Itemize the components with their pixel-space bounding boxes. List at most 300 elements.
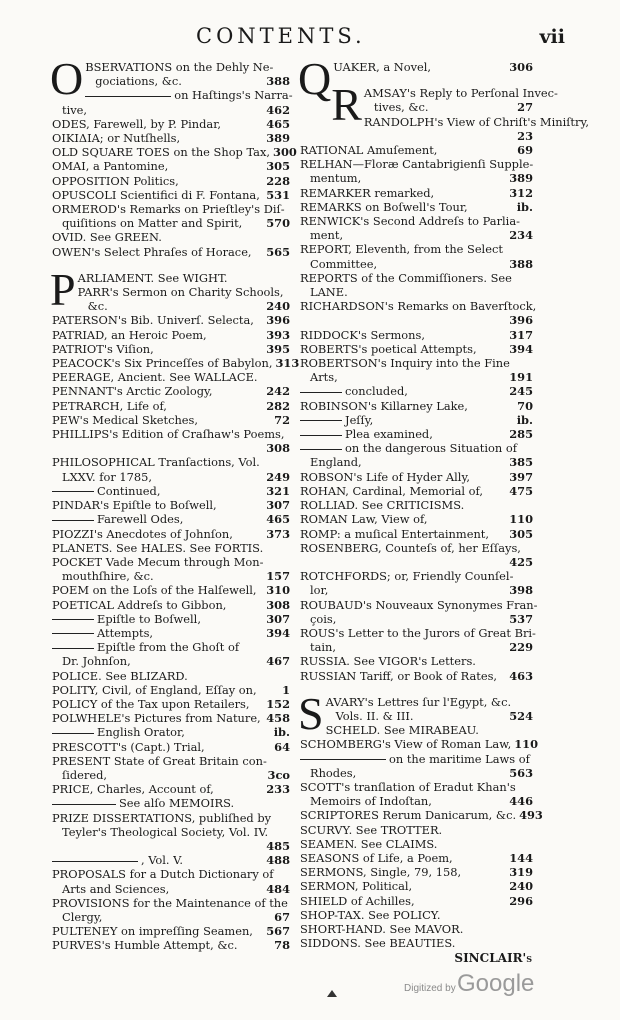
index-entry xyxy=(52,427,290,441)
entry-text: PINDAR's Epiſtle to Boſwell, xyxy=(52,498,217,513)
index-entry xyxy=(52,230,290,244)
entry-text: Epiſtle from the Ghoſt of xyxy=(52,640,269,654)
entry-text: RENWICK's Second Addreſs to Parlia- xyxy=(300,214,520,229)
index-entry xyxy=(300,498,533,512)
entry-text: SCHOMBERG's View of Roman Law, xyxy=(300,737,512,752)
drop-capital: R xyxy=(331,79,362,131)
index-entry xyxy=(52,612,290,626)
index-entry xyxy=(52,882,290,896)
entry-page-number: 305 xyxy=(266,159,290,174)
entry-text: ment, xyxy=(310,228,344,243)
entry-text: PURVES's Humble Attempt, &c. xyxy=(52,938,238,953)
index-entry xyxy=(326,695,533,709)
entry-page-number: ib. xyxy=(516,199,533,214)
entry-page-number: 394 xyxy=(266,625,290,640)
catchword: SINCLAIR's xyxy=(454,951,532,965)
entry-text: ROSENBERG, Counteſs of, her Eſſays, xyxy=(300,540,521,555)
entry-page-number: 446 xyxy=(509,794,533,809)
entry-text: concluded, xyxy=(300,384,506,398)
index-entry xyxy=(300,669,533,683)
entry-text: RATIONAL Amuſement, xyxy=(300,143,438,158)
entry-page-number: 396 xyxy=(509,313,533,328)
index-entry xyxy=(52,313,290,327)
entry-page-number: 242 xyxy=(266,384,290,399)
index-entry xyxy=(326,709,533,723)
index-entry xyxy=(363,86,558,101)
entry-page-number: 307 xyxy=(266,498,290,513)
index-entry xyxy=(300,171,533,185)
right-column xyxy=(298,53,589,962)
entry-text: POEM on the Loſs of the Halſewell, xyxy=(52,583,257,598)
entry-text: PHILLIPS's Edition of Craſhaw's Poems, xyxy=(52,427,285,442)
entry-page-number: 524 xyxy=(509,708,533,723)
entry-text: PRICE, Charles, Account of, xyxy=(52,782,214,797)
entry-page-number: 465 xyxy=(266,116,290,131)
entry-page-number: 306 xyxy=(509,60,533,74)
entry-page-number: 465 xyxy=(266,512,290,527)
entry-text: POETICAL Addreſs to Gibbon, xyxy=(52,597,227,612)
entry-text: gociations, &c. xyxy=(95,74,182,89)
entry-text: POLICE. See BLIZARD. xyxy=(52,668,188,683)
index-entry xyxy=(52,117,290,131)
entry-page-number: 385 xyxy=(509,455,533,470)
entry-page-number: 493 xyxy=(519,808,543,823)
index-entry xyxy=(52,867,290,881)
index-entry xyxy=(300,285,533,299)
entry-page-number: 373 xyxy=(266,526,290,541)
entry-text: SHOP-TAX. See POLICY. xyxy=(300,907,441,922)
index-entry xyxy=(300,865,533,879)
entry-text: OLD SQUARE TOES on the Shop Tax, xyxy=(52,145,271,160)
entry-text: Farewell Odes, xyxy=(52,512,263,526)
index-entry xyxy=(300,200,533,214)
entry-text: on the maritime Laws of xyxy=(300,752,530,766)
entry-text: Epiſtle to Boſwell, xyxy=(52,612,263,626)
index-entry xyxy=(300,597,538,612)
index-entry xyxy=(52,626,290,640)
index-entry xyxy=(52,541,290,555)
entry-page-number: ib. xyxy=(516,412,533,427)
entry-page-number: 240 xyxy=(509,879,533,894)
entry-page-number: 152 xyxy=(266,696,290,711)
entry-text: ROUS's Letter to the Jurors of Great Bri- xyxy=(300,625,536,640)
entry-text: ROBERTSON's Inquiry into the Fine xyxy=(300,356,510,371)
entry-page-number: 308 xyxy=(266,597,290,612)
index-entry xyxy=(52,938,290,952)
entry-text: POLWHELE's Pictures from Nature, xyxy=(52,711,261,726)
entry-text: BSERVATIONS on the Dehly Ne- xyxy=(85,60,274,74)
entry-text: Committee, xyxy=(310,256,378,271)
index-entry xyxy=(300,143,533,157)
index-entry xyxy=(300,654,533,668)
entry-text: SCOTT's tranſlation of Eradut Khan's xyxy=(300,779,516,794)
entry-text: REMARKS on Boſwell's Tour, xyxy=(300,199,468,214)
entry-text: SERMON, Political, xyxy=(300,879,413,894)
index-entry xyxy=(300,527,533,541)
entry-text: PETRARCH, Life of, xyxy=(52,398,167,413)
entry-page-number: 484 xyxy=(266,881,290,896)
entry-page-number: 110 xyxy=(514,737,539,752)
index-entry xyxy=(300,737,539,752)
entry-page-number: 300 xyxy=(273,145,297,160)
entry-text: England, xyxy=(310,455,362,470)
page-number: vii xyxy=(539,26,565,48)
entry-text: AVARY's Lettres ſur l'Egypt, &c. xyxy=(325,694,512,709)
entry-text: English Orator, xyxy=(52,725,269,739)
entry-page-number: 27 xyxy=(517,100,533,115)
entry-text: ΟΙΚΙΔΙΑ; or Nutſhells, xyxy=(52,131,181,146)
index-entry xyxy=(52,512,290,526)
index-entry xyxy=(300,299,537,314)
index-entry xyxy=(52,782,290,796)
entry-text: PEACOCK's Six Princeſſes of Babylon, xyxy=(52,356,273,371)
entry-text: on the dangerous Situation of xyxy=(300,441,517,455)
index-entry xyxy=(300,356,533,370)
entry-text: REMARKER remarked, xyxy=(300,185,435,200)
entry-page-number: 3co xyxy=(267,767,290,782)
entry-page-number: 398 xyxy=(509,583,533,598)
entry-text: SEAMEN. See CLAIMS. xyxy=(300,836,438,851)
index-entry xyxy=(300,894,533,908)
index-entry xyxy=(78,271,290,285)
index-entry xyxy=(300,328,533,342)
entry-page-number: 488 xyxy=(266,853,290,868)
entry-text: SCHELD. See MIRABEAU. xyxy=(325,723,479,738)
entry-page-number: 285 xyxy=(509,427,533,442)
index-entry xyxy=(300,936,533,950)
entry-text: LXXV. for 1785, xyxy=(62,469,153,484)
entry-text: Plea examined, xyxy=(300,427,506,441)
index-entry xyxy=(52,342,290,356)
drop-capital: O xyxy=(50,53,84,104)
index-entry xyxy=(300,271,533,285)
entry-page-number: 313 xyxy=(275,356,300,371)
google-logo: Google xyxy=(457,970,535,997)
entry-text: tive, xyxy=(62,102,88,117)
entry-text: PRESENT State of Great Britain con- xyxy=(52,753,267,768)
index-entry xyxy=(300,823,533,837)
index-entry xyxy=(300,625,536,640)
entry-page-number: 393 xyxy=(266,327,290,342)
index-entry xyxy=(300,512,533,526)
drop-capital: S xyxy=(298,687,324,739)
entry-text: Rhodes, xyxy=(310,765,357,780)
index-entry xyxy=(300,399,533,413)
index-entry xyxy=(300,569,533,583)
entry-text: PIOZZI's Anecdotes of Johnſon, xyxy=(52,526,233,541)
entry-text: RELHAN—Floræ Cantabrigienſi Supple- xyxy=(300,157,534,172)
index-entry xyxy=(52,356,300,371)
index-entry xyxy=(52,145,297,160)
entry-text: SIDDONS. See BEAUTIES. xyxy=(300,936,456,951)
index-entry xyxy=(78,299,290,313)
index-entry xyxy=(52,853,290,867)
entry-page-number: 394 xyxy=(509,341,533,356)
entry-page-number: 475 xyxy=(509,483,533,498)
entry-page-number: 317 xyxy=(509,327,533,342)
entry-text: tain, xyxy=(310,640,336,655)
entry-text: ROMP: a muſical Entertainment, xyxy=(300,526,489,541)
entry-page-number: 389 xyxy=(266,131,290,146)
entry-text: PEERAGE, Ancient. See WALLACE. xyxy=(52,370,258,385)
entry-text: REPORTS of the Commiſſioners. See xyxy=(300,270,512,285)
entry-text: , Vol. V. xyxy=(52,853,263,867)
index-entry xyxy=(52,202,290,216)
entry-text: RUSSIAN Tariff, or Book of Rates, xyxy=(300,668,498,683)
entry-text: SHORT-HAND. See MAVOR. xyxy=(300,921,464,936)
index-entry xyxy=(52,470,290,484)
index-entry xyxy=(300,257,533,271)
index-entry xyxy=(52,131,290,145)
entry-text: ROBERTS's poetical Attempts, xyxy=(300,341,477,356)
digitized-by-text: Digitized by xyxy=(404,983,456,994)
entry-text: PARR's Sermon on Charity Schools, xyxy=(77,285,284,300)
entry-text: SHIELD of Achilles, xyxy=(300,893,415,908)
entry-text: PROPOSALS for a Dutch Dictionary of xyxy=(52,867,274,882)
index-entry xyxy=(300,228,533,242)
entry-text: LANE. xyxy=(310,285,348,300)
index-entry xyxy=(52,669,290,683)
entry-text: REPORT, Eleventh, from the Select xyxy=(300,242,503,257)
entry-page-number: 234 xyxy=(509,228,533,243)
page-title: CONTENTS. xyxy=(196,24,366,48)
entry-page-number: 467 xyxy=(266,654,290,669)
entry-text: Continued, xyxy=(52,484,263,498)
entry-text: Memoirs of Indoſtan, xyxy=(310,794,432,809)
index-entry xyxy=(300,157,533,171)
index-entry xyxy=(52,484,290,498)
index-entry xyxy=(300,851,533,865)
index-entry xyxy=(52,159,290,173)
index-entry xyxy=(52,796,290,810)
index-entry xyxy=(300,313,533,327)
index-entry xyxy=(300,384,533,398)
index-entry xyxy=(300,640,533,654)
entry-page-number: 78 xyxy=(274,938,290,953)
index-entry xyxy=(52,569,290,583)
index-entry xyxy=(52,498,290,512)
entry-text: SCRIPTORES Rerum Danicarum, &c. xyxy=(300,808,517,823)
index-entry xyxy=(300,413,533,427)
entry-page-number: 312 xyxy=(509,185,533,200)
index-entry xyxy=(300,427,533,441)
index-entry xyxy=(52,188,290,202)
index-entry xyxy=(52,527,290,541)
entry-page-number: 72 xyxy=(274,412,290,427)
index-entry xyxy=(300,879,533,893)
index-entry xyxy=(52,640,290,654)
entry-text: PATRIOT's Viſion, xyxy=(52,341,154,356)
entry-page-number: 249 xyxy=(266,469,290,484)
index-entry xyxy=(52,740,290,754)
index-entry xyxy=(85,88,293,103)
entry-text: POCKET Vade Mecum through Mon- xyxy=(52,554,264,569)
entry-page-number: 389 xyxy=(509,171,533,186)
entry-text: PHILOSOPHICAL Tranſactions, Vol. xyxy=(52,455,260,470)
index-section xyxy=(50,53,297,259)
index-entry xyxy=(52,598,290,612)
index-entry xyxy=(52,654,290,668)
index-entry xyxy=(52,711,290,725)
entry-text: Jeſſy, xyxy=(300,413,512,427)
index-entry xyxy=(52,216,290,230)
index-entry xyxy=(300,470,533,484)
index-entry xyxy=(52,910,290,924)
index-section xyxy=(50,263,300,953)
entry-text: OPUSCOLI Scientifici di F. Fontana, xyxy=(52,187,260,202)
index-entry xyxy=(52,725,290,739)
entry-text: SERMONS, Single, 79, 158, xyxy=(300,865,462,880)
index-entry xyxy=(78,285,290,299)
entry-page-number: 64 xyxy=(274,739,290,754)
entry-page-number: 395 xyxy=(266,341,290,356)
entry-text: Teyler's Theological Society, Vol. IV. xyxy=(62,824,269,839)
index-entry xyxy=(52,839,290,853)
entry-text: quiſitions on Matter and Spirit, xyxy=(62,216,243,231)
index-entry xyxy=(52,328,290,342)
entry-page-number: 296 xyxy=(509,893,533,908)
entry-text: AMSAY's Reply to Perſonal Invec- xyxy=(363,86,558,101)
entry-text: ROHAN, Cardinal, Memorial of, xyxy=(300,483,483,498)
entry-page-number: 191 xyxy=(509,370,533,385)
entry-text: RIDDOCK's Sermons, xyxy=(300,327,425,342)
index-entry xyxy=(52,384,290,398)
page-header xyxy=(0,24,620,54)
index-entry xyxy=(333,60,533,74)
entry-page-number: 308 xyxy=(266,441,290,456)
index-entry xyxy=(326,723,533,737)
entry-text: SCURVY. See TROTTER. xyxy=(300,822,443,837)
index-entry xyxy=(300,370,533,384)
index-entry xyxy=(300,794,533,808)
entry-page-number: 70 xyxy=(517,398,533,413)
entry-text: OWEN's Select Phraſes of Horace, xyxy=(52,244,252,259)
index-section xyxy=(300,79,589,683)
entry-page-number: 531 xyxy=(266,187,290,202)
index-entry xyxy=(300,541,533,555)
entry-text: PULTENEY on impreſſing Seamen, xyxy=(52,924,253,939)
entry-text: tives, &c. xyxy=(373,100,429,115)
entry-text: POLITY, Civil, of England, Eſſay on, xyxy=(52,682,257,697)
index-entry xyxy=(300,441,533,455)
index-entry xyxy=(300,922,533,936)
entry-text: mouthſhire, &c. xyxy=(62,569,154,584)
entry-text: UAKER, a Novel, xyxy=(333,60,432,74)
entry-text: ROLLIAD. See CRITICISMS. xyxy=(300,498,465,513)
index-entry xyxy=(52,455,290,469)
index-entry xyxy=(52,697,290,711)
index-entry xyxy=(300,455,533,469)
entry-page-number: 397 xyxy=(509,469,533,484)
entry-page-number: 240 xyxy=(266,299,290,314)
entry-text: Attempts, xyxy=(52,626,263,640)
entry-text: PROVISIONS for the Maintenance of the xyxy=(52,895,288,910)
entry-text: SEASONS of Life, a Poem, xyxy=(300,850,453,865)
entry-page-number: 425 xyxy=(509,554,533,569)
entry-text: RICHARDSON's Remarks on Baverſtock, xyxy=(300,299,537,314)
index-entry xyxy=(85,60,290,74)
index-entry xyxy=(52,103,290,117)
entry-page-number: 23 xyxy=(517,128,533,143)
entry-text: PRIZE DISSERTATIONS, publiſhed by xyxy=(52,810,272,825)
entry-text: See alſo MEMOIRS. xyxy=(52,796,269,810)
entry-page-number: 458 xyxy=(266,711,290,726)
entry-text: ſidered, xyxy=(62,767,107,782)
index-entry xyxy=(300,908,533,922)
entry-page-number: 245 xyxy=(509,384,533,399)
index-entry xyxy=(300,583,533,597)
entry-text: OPPOSITION Politics, xyxy=(52,173,179,188)
index-entry xyxy=(300,766,533,780)
index-entry xyxy=(52,825,290,839)
entry-text: ROUBAUD's Nouveaux Synonymes Fran- xyxy=(300,597,538,612)
entry-text: PRESCOTT's (Capt.) Trial, xyxy=(52,739,205,754)
index-entry xyxy=(52,174,290,188)
index-entry xyxy=(52,754,290,768)
entry-text: RUSSIA. See VIGOR's Letters. xyxy=(300,654,476,669)
entry-page-number: 233 xyxy=(266,782,290,797)
index-entry xyxy=(52,768,290,782)
index-entry xyxy=(300,808,543,823)
index-entry xyxy=(52,441,290,455)
entry-page-number: 67 xyxy=(274,909,290,924)
entry-page-number: 396 xyxy=(266,313,290,328)
index-entry xyxy=(300,837,533,851)
entry-page-number: 282 xyxy=(266,398,290,413)
entry-page-number: ib. xyxy=(273,725,290,740)
entry-text: on Haſtings's Narra- xyxy=(85,88,292,102)
left-column xyxy=(50,53,300,965)
entry-page-number: 319 xyxy=(509,865,533,880)
entry-page-number: 388 xyxy=(509,256,533,271)
drop-capital: P xyxy=(50,263,76,315)
entry-page-number: 463 xyxy=(509,668,533,683)
entry-text: POLICY of the Tax upon Retailers, xyxy=(52,696,250,711)
entry-text: ODES, Farewell, by P. Pindar, xyxy=(52,116,222,131)
entry-text: çois, xyxy=(310,611,337,626)
entry-page-number: 307 xyxy=(266,611,290,626)
index-entry xyxy=(52,399,290,413)
index-entry xyxy=(300,214,533,228)
entry-page-number: 565 xyxy=(266,244,290,259)
entry-text: PATERSON's Bib. Univerſ. Selecta, xyxy=(52,313,254,328)
index-entry xyxy=(300,186,533,200)
entry-text: Arts, xyxy=(310,370,338,385)
entry-page-number: 228 xyxy=(266,173,290,188)
index-entry xyxy=(300,484,533,498)
entry-text: PEW's Medical Sketches, xyxy=(52,412,199,427)
index-entry xyxy=(300,129,533,143)
entry-page-number: 305 xyxy=(509,526,533,541)
entry-page-number: 462 xyxy=(266,102,290,117)
entry-page-number: 69 xyxy=(517,143,533,158)
index-entry xyxy=(85,74,290,88)
entry-page-number: 110 xyxy=(509,512,533,527)
entry-page-number: 310 xyxy=(266,583,290,598)
entry-page-number: 567 xyxy=(266,924,290,939)
entry-text: ROBINSON's Killarney Lake, xyxy=(300,398,468,413)
index-entry xyxy=(300,752,533,766)
entry-page-number: 1 xyxy=(282,682,290,697)
index-entry xyxy=(52,924,290,938)
index-entry xyxy=(52,413,290,427)
entry-page-number: 537 xyxy=(509,611,533,626)
entry-page-number: 229 xyxy=(509,640,533,655)
index-entry xyxy=(52,555,290,569)
entry-page-number: 157 xyxy=(266,569,290,584)
entry-text: ORMEROD's Remarks on Prieſtley's Diſ- xyxy=(52,202,285,217)
entry-text: PLANETS. See HALES. See FORTIS. xyxy=(52,540,264,555)
